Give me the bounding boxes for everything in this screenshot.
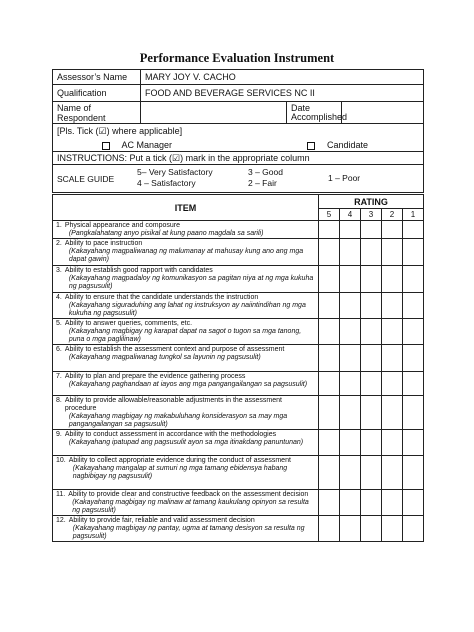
header-table — [52, 69, 424, 193]
rating-cell[interactable] — [403, 516, 424, 542]
rating-header: RATING — [319, 195, 424, 209]
list-item — [56, 431, 315, 447]
item-cell — [53, 293, 319, 319]
rating-cell[interactable] — [340, 239, 361, 266]
list-item — [56, 240, 315, 264]
rating-cell[interactable] — [361, 319, 382, 345]
rating-cell[interactable] — [382, 456, 403, 490]
rating-cell[interactable] — [361, 396, 382, 430]
rating-cell[interactable] — [340, 221, 361, 239]
qualification-value[interactable]: FOOD AND BEVERAGE SERVICES NC II — [141, 85, 424, 102]
item-cell — [53, 221, 319, 239]
item-cell — [53, 319, 319, 345]
item-text: Ability to ensure that the candidate understands the instruction — [64, 294, 259, 301]
item-cell — [53, 456, 319, 490]
rating-cell[interactable] — [340, 345, 361, 372]
list-item — [56, 373, 315, 389]
item-cell — [53, 490, 319, 516]
rating-col-1: 1 — [403, 209, 424, 221]
table-row — [53, 372, 424, 396]
item-number: 7. — [56, 373, 62, 380]
item-text: Ability to establish the assessment context and purpose of assessment — [64, 346, 285, 353]
date-label: Date Accomplished — [287, 102, 342, 124]
rating-header-row — [53, 195, 424, 209]
rating-cell[interactable] — [340, 396, 361, 430]
list-item — [56, 294, 315, 318]
item-cell — [53, 345, 319, 372]
item-cell — [53, 239, 319, 266]
rating-cell[interactable] — [382, 319, 403, 345]
table-row — [53, 345, 424, 372]
table-row — [53, 430, 424, 456]
item-translation: (Kakayahang magbigay ng makabuluhang konsiderasyon sa may mga pangangailangan sa pagsusulit) — [68, 413, 288, 428]
respondent-field[interactable] — [141, 102, 287, 124]
rating-cell[interactable] — [340, 319, 361, 345]
scale-1: 1 – Poor — [328, 173, 361, 183]
item-text: Ability to collect appropriate evidence during the conduct of assessment — [68, 457, 291, 464]
rating-cell[interactable] — [403, 221, 424, 239]
item-translation: (Kakayahang magpaliwanag ng malumanay at mahusay kung ano ang mga dapat gawin) — [68, 248, 304, 263]
scale-4: 4 – Satisfactory — [137, 178, 196, 188]
item-translation: (Kakayahang magpadaloy ng komunikasyon sa pagitan niya at ng mga kukuha ng pagsusulit) — [68, 275, 314, 290]
rating-cell[interactable] — [340, 266, 361, 293]
item-text: Ability to provide fair, reliable and valid assessment decision — [68, 517, 255, 524]
item-text-block — [65, 240, 315, 264]
rating-cell[interactable] — [361, 430, 382, 456]
table-row — [53, 319, 424, 345]
table-row — [53, 490, 424, 516]
item-text-block — [65, 222, 315, 238]
assessor-value[interactable]: MARY JOY V. CACHO — [141, 70, 424, 85]
item-text: Ability to conduct assessment in accordance with the methodologies — [64, 431, 277, 438]
rating-cell[interactable] — [403, 430, 424, 456]
rating-cell[interactable] — [319, 239, 340, 266]
item-text-block — [69, 517, 315, 541]
table-row — [53, 293, 424, 319]
rating-cell[interactable] — [319, 490, 340, 516]
item-text: Ability to plan and prepare the evidence gathering process — [64, 373, 246, 380]
item-text: Ability to provide clear and constructive feedback on the assessment decision — [68, 491, 309, 498]
rating-cell[interactable] — [340, 490, 361, 516]
tick-row — [53, 124, 424, 152]
item-header: ITEM — [53, 195, 319, 221]
item-translation: (Kakayahang siguraduhing ang lahat ng instruksyon ay naiintindihan ng mga kukuha ng pagsusulit) — [68, 302, 306, 317]
item-number: 10. — [56, 457, 66, 464]
rating-cell[interactable] — [319, 266, 340, 293]
item-text-block — [65, 397, 315, 429]
rating-cell[interactable] — [403, 345, 424, 372]
rating-cell[interactable] — [340, 456, 361, 490]
rating-cell[interactable] — [361, 266, 382, 293]
rating-cell[interactable] — [382, 221, 403, 239]
list-item — [56, 397, 315, 429]
item-text: Physical appearance and composure — [64, 222, 181, 229]
rating-col-3: 3 — [361, 209, 382, 221]
rating-cell[interactable] — [361, 345, 382, 372]
rating-cell[interactable] — [403, 319, 424, 345]
item-number: 8. — [56, 397, 62, 404]
respondent-label: Name of Respondent — [53, 102, 141, 124]
scale-3: 3 – Good — [248, 167, 283, 177]
item-text-block — [65, 346, 315, 362]
rating-cell[interactable] — [382, 516, 403, 542]
rating-cell[interactable] — [319, 345, 340, 372]
list-item — [56, 457, 315, 481]
rating-cell[interactable] — [382, 239, 403, 266]
item-text-block — [65, 320, 315, 344]
rating-cell[interactable] — [361, 293, 382, 319]
list-item — [56, 267, 315, 291]
item-cell — [53, 372, 319, 396]
list-item — [56, 320, 315, 344]
option-ac-manager-label: AC Manager — [121, 140, 173, 150]
item-text-block — [68, 491, 315, 515]
table-row — [53, 516, 424, 542]
item-text: Ability to provide allowable/reasonable adjustments in the assessment procedure — [64, 397, 282, 412]
table-row — [53, 396, 424, 430]
rating-cell[interactable] — [382, 266, 403, 293]
rating-cell[interactable] — [319, 516, 340, 542]
table-row — [53, 456, 424, 490]
list-item — [56, 222, 315, 238]
option-candidate[interactable] — [307, 140, 368, 150]
instructions-text: INSTRUCTIONS: Put a tick (☑) mark in the appropriate column — [53, 152, 424, 165]
item-translation: (Pangkalahatang anyo pisikal at kung paano magdala sa sarili) — [68, 230, 264, 237]
table-row — [53, 239, 424, 266]
rating-col-2: 2 — [382, 209, 403, 221]
rating-col-5: 5 — [319, 209, 340, 221]
item-number: 9. — [56, 431, 62, 438]
list-item — [56, 491, 315, 515]
rating-cell[interactable] — [382, 345, 403, 372]
rating-cell[interactable] — [403, 490, 424, 516]
item-cell — [53, 396, 319, 430]
item-number: 1. — [56, 222, 62, 229]
item-text-block — [69, 457, 315, 481]
item-text-block — [65, 431, 315, 447]
item-translation: (Kakayahang magbigay ng pantay, ugma at tamang desisyon sa resulta ng pagsusulit) — [72, 525, 305, 540]
rating-cell[interactable] — [319, 456, 340, 490]
item-cell — [53, 266, 319, 293]
rating-cell[interactable] — [361, 221, 382, 239]
rating-cell[interactable] — [382, 490, 403, 516]
rating-cell[interactable] — [382, 430, 403, 456]
rating-cell[interactable] — [403, 396, 424, 430]
rating-cell[interactable] — [403, 456, 424, 490]
item-cell — [53, 516, 319, 542]
item-number: 2. — [56, 240, 62, 247]
rating-cell[interactable] — [319, 372, 340, 396]
item-text-block — [65, 294, 315, 318]
scale-row — [53, 165, 424, 193]
tick-instruction: [Pls. Tick (☑) where applicable] — [57, 126, 183, 136]
assessor-label: Assessor’s Name — [53, 70, 141, 85]
rating-col-4: 4 — [340, 209, 361, 221]
item-text-block — [65, 373, 315, 389]
rating-cell[interactable] — [361, 239, 382, 266]
item-translation: (Kakayahang magpaliwanag tungkol sa layunin ng pagsusulit) — [68, 354, 261, 361]
list-item — [56, 346, 315, 362]
item-translation: (Kakayahang mangalap at sumuri ng mga tamang ebidensya habang nagbibigay ng pagsusulit) — [72, 465, 288, 480]
rating-cell[interactable] — [319, 396, 340, 430]
rating-cell[interactable] — [319, 430, 340, 456]
rating-cell[interactable] — [403, 293, 424, 319]
rating-cell[interactable] — [340, 430, 361, 456]
page-title: Performance Evaluation Instrument — [139, 51, 335, 65]
item-number: 6. — [56, 346, 62, 353]
list-item — [56, 517, 315, 541]
table-row — [53, 266, 424, 293]
rating-cell[interactable] — [382, 372, 403, 396]
rating-cell[interactable] — [319, 293, 340, 319]
item-text-block — [65, 267, 315, 291]
rating-cell[interactable] — [403, 266, 424, 293]
scale-2: 2 – Fair — [248, 178, 277, 188]
rating-cell[interactable] — [319, 221, 340, 239]
rating-cell[interactable] — [361, 456, 382, 490]
rating-cell[interactable] — [319, 319, 340, 345]
scale-5: 5– Very Satisfactory — [137, 167, 213, 177]
item-number: 11. — [56, 491, 66, 498]
rating-cell[interactable] — [403, 239, 424, 266]
option-candidate-label: Candidate — [327, 140, 369, 150]
date-field[interactable] — [342, 102, 424, 124]
qualification-row — [53, 85, 424, 102]
item-number: 4. — [56, 294, 62, 301]
item-text: Ability to pace instruction — [64, 240, 143, 247]
rating-cell[interactable] — [340, 293, 361, 319]
respondent-row — [53, 102, 424, 124]
instructions-row — [53, 152, 424, 165]
checkbox-icon[interactable] — [307, 142, 315, 150]
qualification-label: Qualification — [53, 85, 141, 102]
rating-cell[interactable] — [403, 372, 424, 396]
item-translation: (Kakayahang ipatupad ang pagsusulit ayon sa mga itinakdang panuntunan) — [68, 439, 304, 446]
rating-cell[interactable] — [361, 490, 382, 516]
item-translation: (Kakayahang magbigay ng karapat dapat na sagot o tugon sa mga tanong, puna o mga paglilinaw) — [68, 328, 302, 343]
item-number: 5. — [56, 320, 62, 327]
option-ac-manager[interactable] — [102, 140, 172, 150]
item-cell — [53, 430, 319, 456]
item-translation: (Kakayahang magbigay ng malinaw at tamang kaukulang opinyon sa resulta ng pagsusulit) — [72, 499, 309, 514]
rating-cell[interactable] — [340, 372, 361, 396]
rating-table — [52, 194, 424, 542]
table-row — [53, 221, 424, 239]
assessor-row — [53, 70, 424, 85]
item-translation: (Kakayahang paghandaan at iayos ang mga pangangailangan sa pagsusulit) — [68, 381, 308, 388]
rating-cell[interactable] — [361, 516, 382, 542]
item-number: 12. — [56, 517, 66, 524]
item-number: 3. — [56, 267, 62, 274]
checkbox-icon[interactable] — [102, 142, 110, 150]
item-text: Ability to answer queries, comments, etc. — [64, 320, 193, 327]
rating-cell[interactable] — [361, 372, 382, 396]
item-text: Ability to establish good rapport with candidates — [64, 267, 213, 274]
rating-cell[interactable] — [340, 516, 361, 542]
rating-cell[interactable] — [382, 293, 403, 319]
scale-label: SCALE GUIDE — [57, 174, 115, 184]
rating-cell[interactable] — [382, 396, 403, 430]
